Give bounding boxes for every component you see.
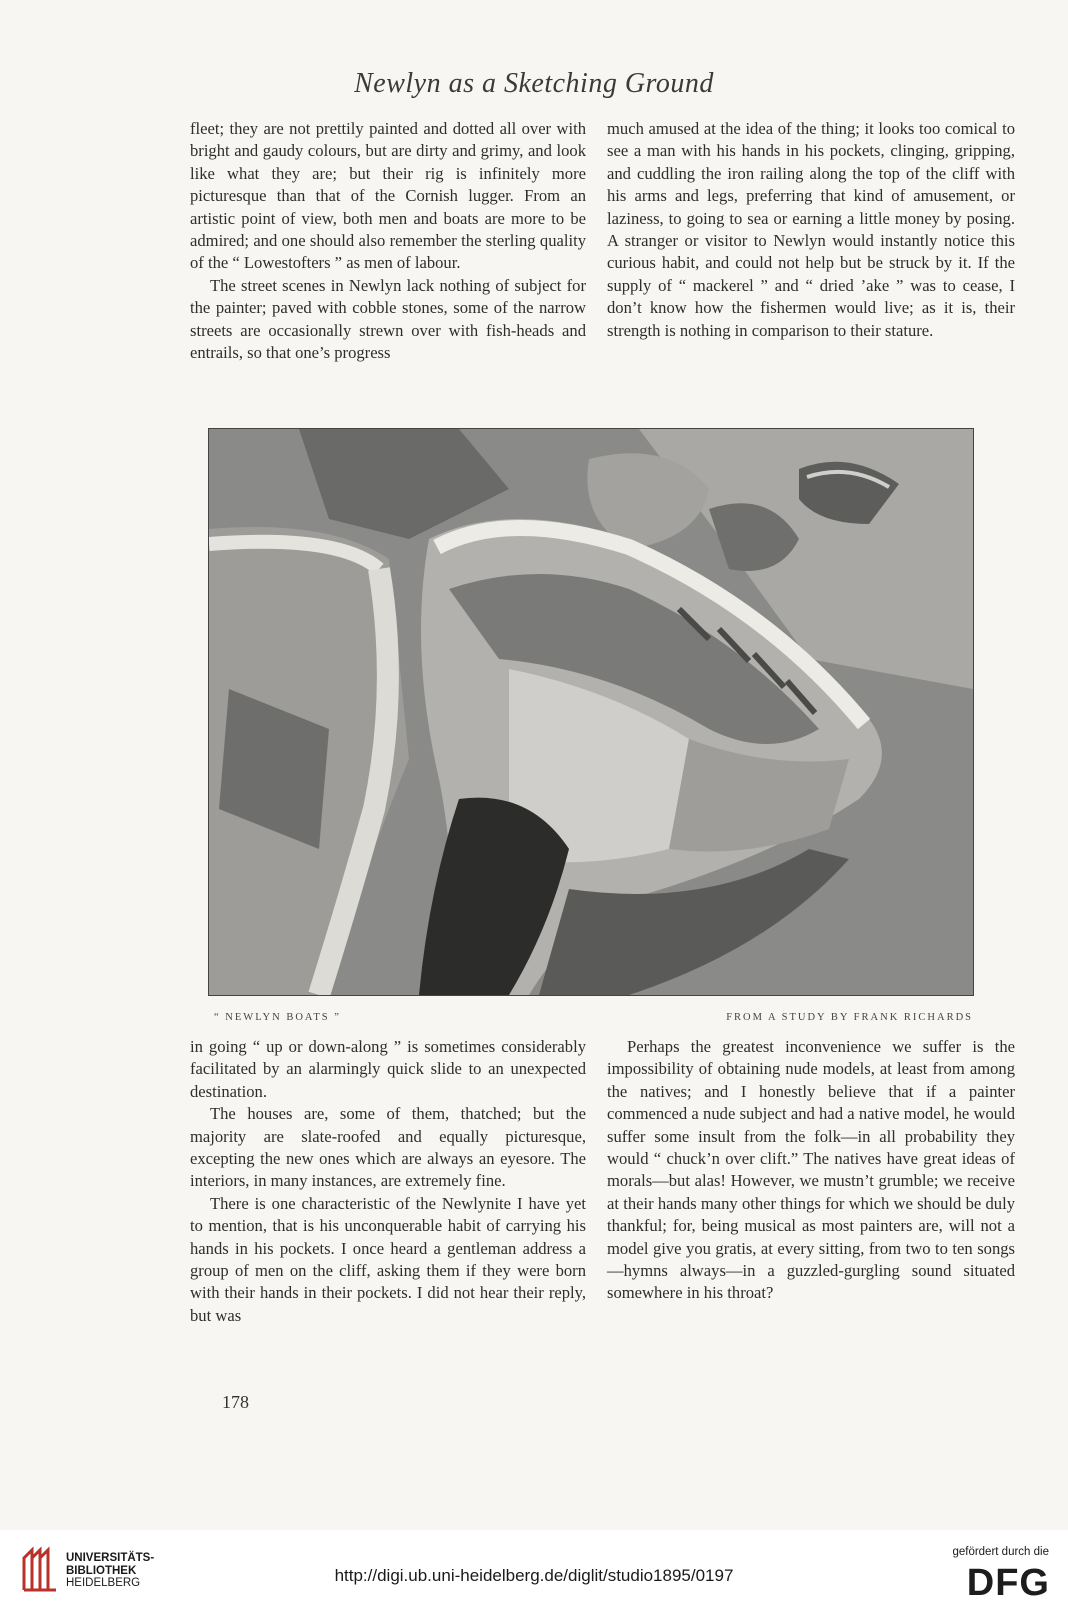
running-head: Newlyn as a Sketching Ground	[354, 68, 714, 99]
paragraph: The houses are, some of them, thatched; but the majority are slate-roofed and equally picturesque, excepting the new ones which are always an eyesore. The interiors, in many instances, are extremely fine.	[190, 1104, 586, 1191]
permalink[interactable]: http://digi.ub.uni-heidelberg.de/diglit/studio1895/0197	[334, 1566, 734, 1585]
boats-drawing	[209, 429, 973, 995]
figure-caption-title: “ NEWLYN BOATS ”	[214, 1012, 341, 1023]
column-bottom-right	[607, 1036, 1015, 1305]
funding-note: gefördert durch die	[952, 1546, 1049, 1558]
column-bottom-left	[190, 1036, 586, 1327]
paragraph: There is one characteristic of the Newlynite I have yet to mention, that is his unconquerable habit of carrying his hands in his pockets. I once heard a gentleman address a group of men on the cliff, asking them if they were born with their hands in their pockets. I did not hear their reply, but was	[190, 1193, 586, 1325]
page-number: 178	[222, 1392, 249, 1412]
paragraph: fleet; they are not prettily painted and dotted all over with bright and gaudy colours, but are dirty and grimy, and look like what they are; but their rig is infinitely more picturesque than that of the Cornish lugger. From an artistic point of view, both men and boats are more to be admired; and one should also remember the sterling quality of the “ Lowestofters ” as men of labour.	[190, 119, 586, 273]
paragraph: Perhaps the greatest inconvenience we suffer is the impossibility of obtaining nude models, at least from among the natives; and I honestly believe that if a painter commenced a nude subject and had a native model, he would suffer some insult from the folk—in all probability they would “ chuck’n over clift.” The natives have great ideas of morals—but alas! However, we mustn’t grumble; we receive at their hands many other things for which we should be duly thankful; for, being musical as most painters are, will not a model give you gratis, at every sitting, from two to ten songs—hymns always—in a guzzled-gurgling sound situated somewhere in his throat?	[607, 1037, 1015, 1303]
illustration-newlyn-boats	[208, 428, 974, 996]
paragraph: in going “ up or down-along ” is sometimes considerably facilitated by an alarmingly quick slide to an unexpected destination.	[190, 1037, 586, 1101]
figure-caption-credit: FROM A STUDY BY FRANK RICHARDS	[726, 1012, 973, 1023]
column-top-left	[190, 118, 586, 364]
library-name: UNIVERSITÄTS- BIBLIOTHEK HEIDELBERG	[66, 1552, 155, 1589]
column-top-right	[607, 118, 1015, 342]
paragraph: The street scenes in Newlyn lack nothing of subject for the painter; paved with cobble stones, some of the narrow streets are occasionally strewn over with fish-heads and entrails, so that one’s progress	[190, 275, 586, 363]
paragraph: much amused at the idea of the thing; it looks too comical to see a man with his hands in his pockets, clinging, gripping, and cuddling the iron railing along the top of the cliff with his arms and legs, preferring that kind of amusement, or laziness, to going to sea or earning a little money by posing. A stranger or visitor to Newlyn would instantly notice this curious habit, and could not help but be struck by it. If the supply of “ mackerel ” and “ dried ’ake ” was to cease, I don’t know how the fishermen would live; as it is, their strength is nothing in comparison to their stature.	[607, 119, 1015, 340]
dfg-logo: DFG	[966, 1562, 1050, 1604]
